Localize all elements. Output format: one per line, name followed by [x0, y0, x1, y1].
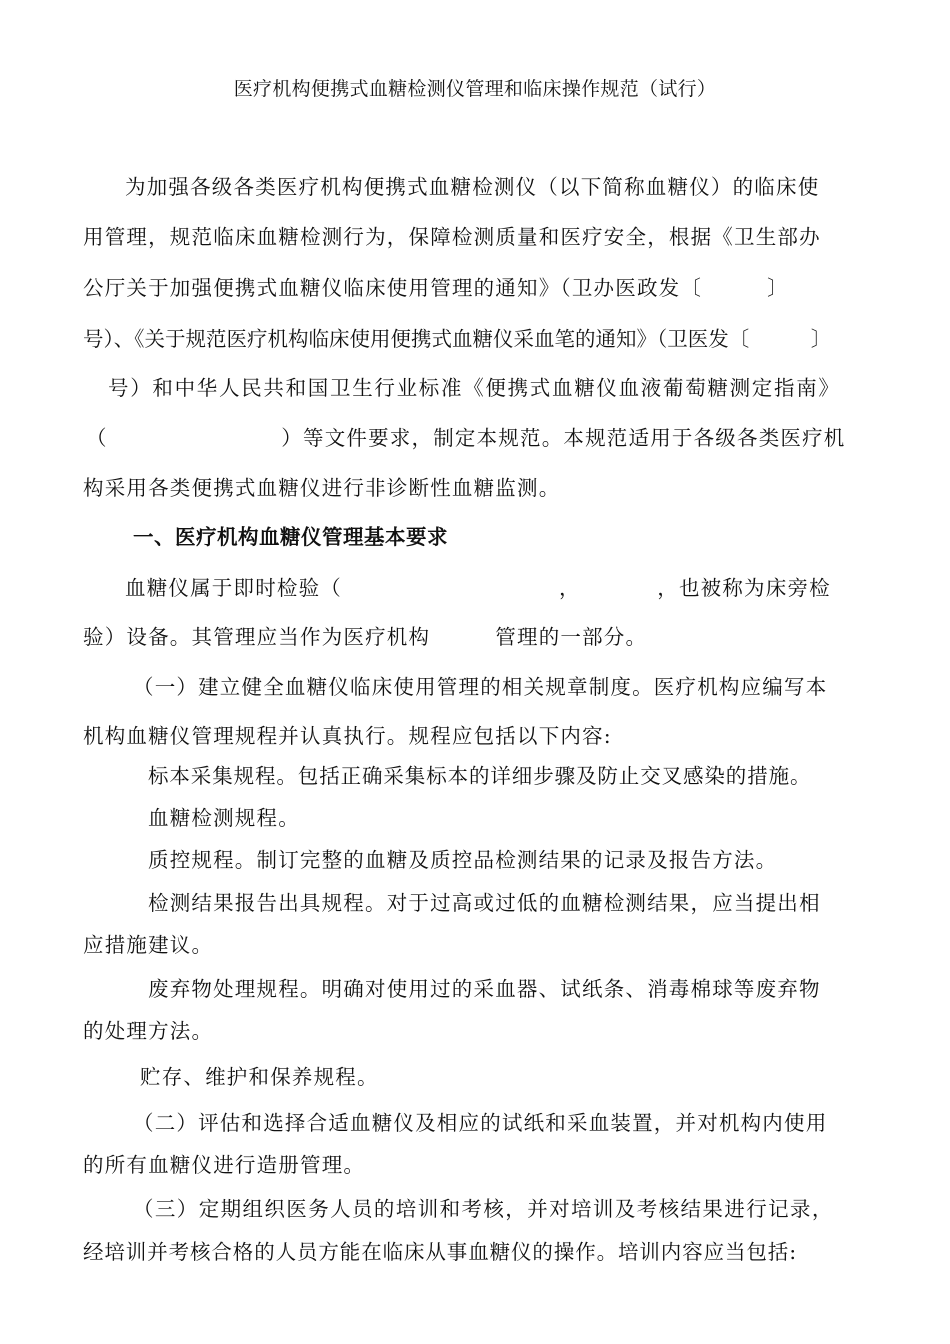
paragraph-line: 号）和中华人民共和国卫生行业标准《便携式血糖仪血液葡萄糖测定指南》 — [108, 376, 841, 400]
list-item: 检测结果报告出具规程。对于过高或过低的血糖检测结果，应当提出相 — [148, 891, 821, 915]
list-item: 血糖检测规程。 — [148, 806, 300, 830]
paragraph-line: 号）、《关于规范医疗机构临床使用便携式血糖仪采血笔的通知》（卫医发〔 〕 — [83, 327, 832, 351]
paragraph-line: 构采用各类便携式血糖仪进行非诊断性血糖监测。 — [83, 476, 561, 500]
paragraph-line: 的所有血糖仪进行造册管理。 — [83, 1153, 366, 1177]
list-item: 应措施建议。 — [83, 933, 214, 957]
paragraph-line: 机构血糖仪管理规程并认真执行。规程应包括以下内容: — [83, 724, 612, 748]
paragraph-line: （一）建立健全血糖仪临床使用管理的相关规章制度。医疗机构应编写本 — [133, 675, 828, 699]
list-item: 质控规程。制订完整的血糖及质控品检测结果的记录及报告方法。 — [148, 848, 778, 872]
list-item: 标本采集规程。包括正确采集标本的详细步骤及防止交叉感染的措施。 — [148, 764, 812, 788]
paragraph-line: （三）定期组织医务人员的培训和考核，并对培训及考核结果进行记录， — [133, 1197, 834, 1221]
list-item: 废弃物处理规程。明确对使用过的采血器、试纸条、消毒棉球等废弃物 — [148, 977, 821, 1001]
document-title: 医疗机构便携式血糖检测仪管理和临床操作规范（试行） — [233, 78, 717, 100]
paragraph-line: 用管理，规范临床血糖检测行为，保障检测质量和医疗安全，根据《卫生部办 — [83, 225, 821, 249]
paragraph-line: 血糖仪属于即时检验（ ， ，也被称为床旁检 — [125, 576, 831, 600]
paragraph-line: 验）设备。其管理应当作为医疗机构 管理的一部分。 — [83, 625, 648, 649]
list-item: 的处理方法。 — [83, 1019, 214, 1043]
paragraph-line: （ ）等文件要求，制定本规范。本规范适用于各级各类医疗机 — [86, 426, 846, 450]
paragraph-line: 公厅关于加强便携式血糖仪临床使用管理的通知》（卫办医政发〔 〕 — [83, 276, 789, 300]
paragraph-line: 为加强各级各类医疗机构便携式血糖检测仪（以下简称血糖仪）的临床使 — [125, 175, 820, 199]
paragraph-line: （二）评估和选择合适血糖仪及相应的试纸和采血装置，并对机构内使用 — [133, 1111, 828, 1135]
section-heading: 一、医疗机构血糖仪管理基本要求 — [133, 525, 448, 549]
paragraph-line: 经培训并考核合格的人员方能在临床从事血糖仪的操作。培训内容应当包括: — [83, 1240, 798, 1264]
list-item: 贮存、维护和保养规程。 — [140, 1065, 379, 1089]
